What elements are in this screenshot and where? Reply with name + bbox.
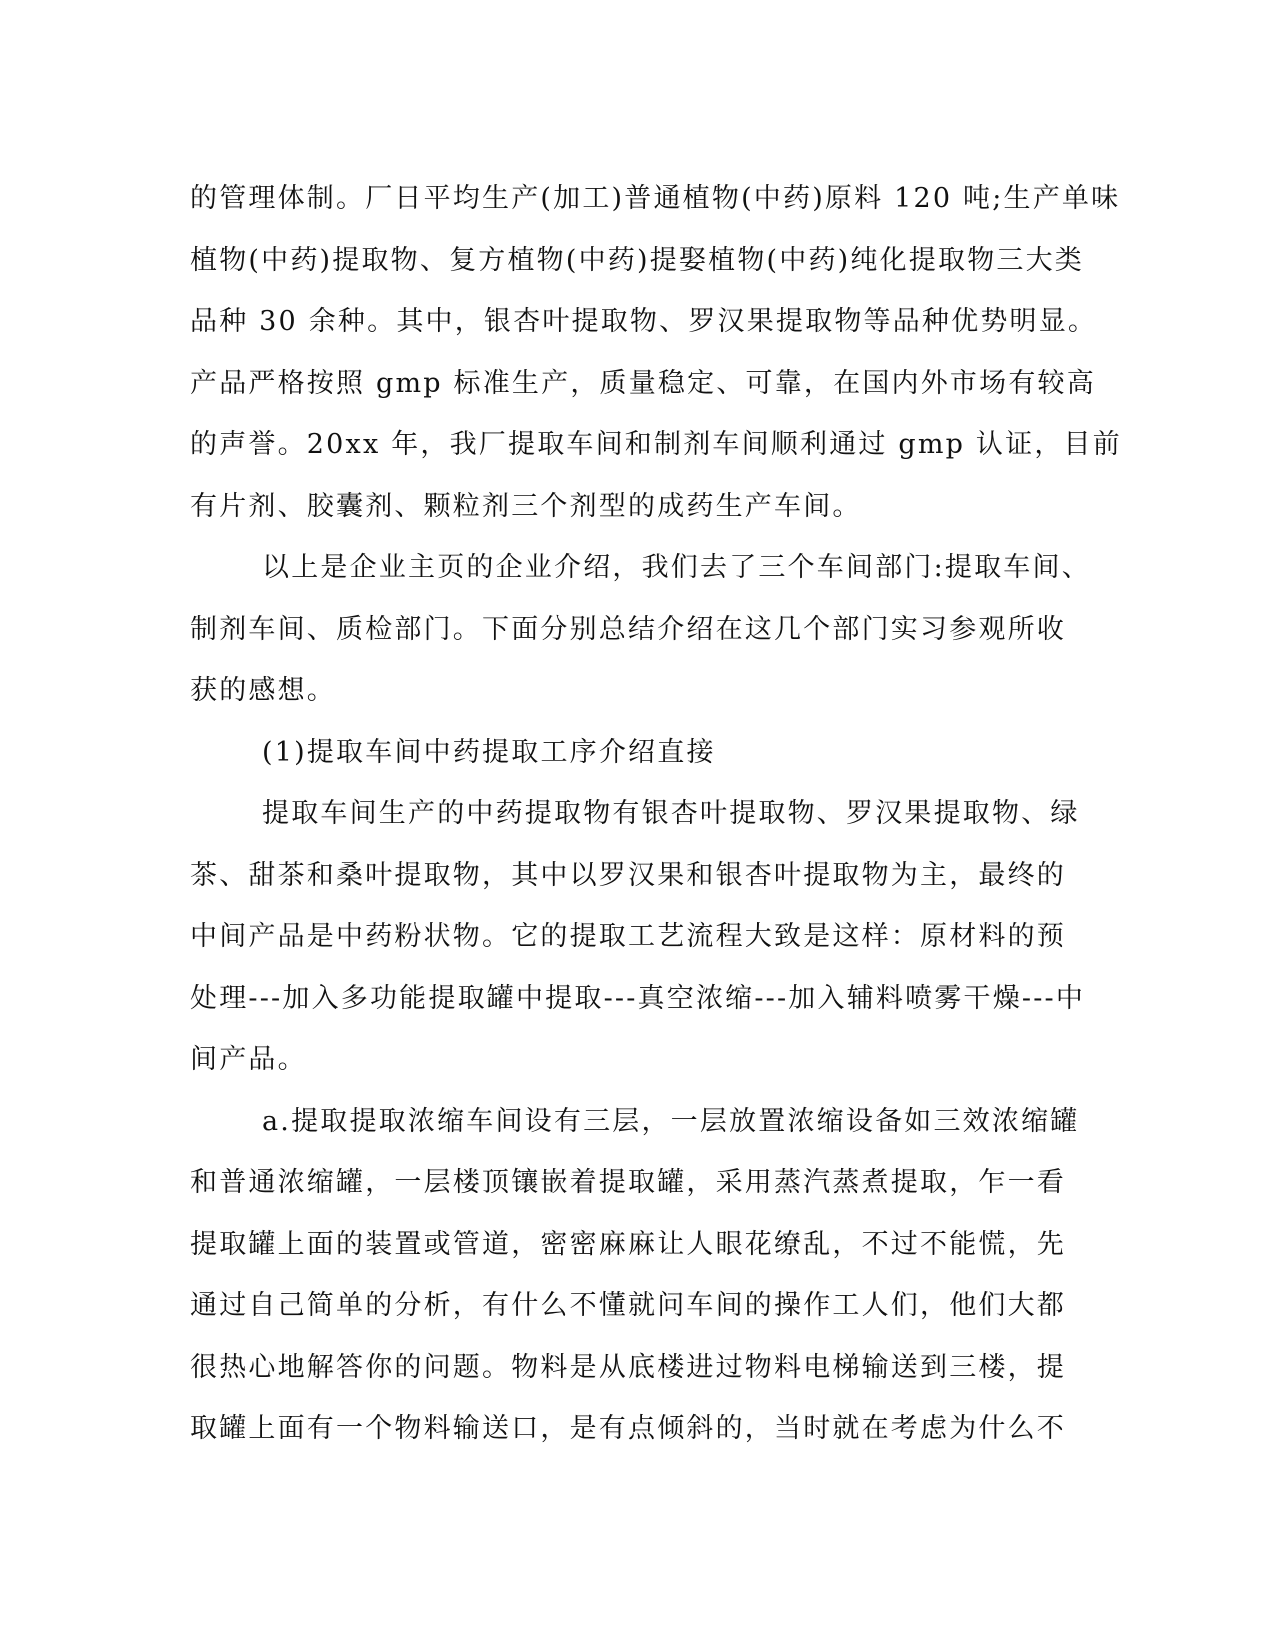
text-line: 和普通浓缩罐，一层楼顶镶嵌着提取罐，采用蒸汽蒸煮提取，乍一看 bbox=[190, 1167, 1066, 1198]
text-line: 产品严格按照 gmp 标准生产，质量稳定、可靠，在国内外市场有较高 bbox=[190, 367, 1096, 399]
text-line: 有片剂、胶囊剂、颗粒剂三个剂型的成药生产车间。 bbox=[190, 490, 862, 522]
document-body bbox=[190, 168, 1122, 1460]
paragraph-first-line: a.提取提取浓缩车间设有三层，一层放置浓缩设备如三效浓缩罐 bbox=[262, 1105, 1080, 1137]
text-line: 中间产品是中药粉状物。它的提取工艺流程大致是这样：原材料的预 bbox=[190, 921, 1066, 952]
text-line: 制剂车间、质检部门。下面分别总结介绍在这几个部门实习参观所收 bbox=[190, 613, 1066, 645]
text-line: 茶、甜茶和桑叶提取物，其中以罗汉果和银杏叶提取物为主，最终的 bbox=[190, 859, 1066, 891]
text-line: 处理---加入多功能提取罐中提取---真空浓缩---加入辅料喷雾干燥---中 bbox=[190, 982, 1086, 1014]
text-line: 植物(中药)提取物、复方植物(中药)提娶植物(中药)纯化提取物三大类 bbox=[190, 244, 1085, 276]
text-line: 间产品。 bbox=[190, 1044, 307, 1075]
text-line: 品种 30 余种。其中，银杏叶提取物、罗汉果提取物等品种优势明显。 bbox=[190, 306, 1098, 337]
section-heading: (1)提取车间中药提取工序介绍直接 bbox=[262, 736, 716, 768]
text-line: 很热心地解答你的问题。物料是从底楼进过物料电梯输送到三楼，提 bbox=[190, 1351, 1066, 1383]
paragraph-first-line: 提取车间生产的中药提取物有银杏叶提取物、罗汉果提取物、绿 bbox=[262, 798, 1080, 829]
text-line: 取罐上面有一个物料输送口，是有点倾斜的，当时就在考虑为什么不 bbox=[190, 1413, 1066, 1444]
text-line: 提取罐上面的装置或管道，密密麻麻让人眼花缭乱，不过不能慌，先 bbox=[190, 1228, 1066, 1260]
text-line: 的管理体制。厂日平均生产(加工)普通植物(中药)原料 120 吨;生产单味 bbox=[190, 183, 1121, 214]
text-line: 通过自己简单的分析，有什么不懂就问车间的操作工人们，他们大都 bbox=[190, 1290, 1066, 1321]
text-line: 获的感想。 bbox=[190, 675, 336, 706]
paragraph-first-line: 以上是企业主页的企业介绍，我们去了三个车间部门:提取车间、 bbox=[262, 552, 1091, 583]
text-line: 的声誉。20xx 年，我厂提取车间和制剂车间顺利通过 gmp 认证，目前 bbox=[190, 429, 1122, 460]
